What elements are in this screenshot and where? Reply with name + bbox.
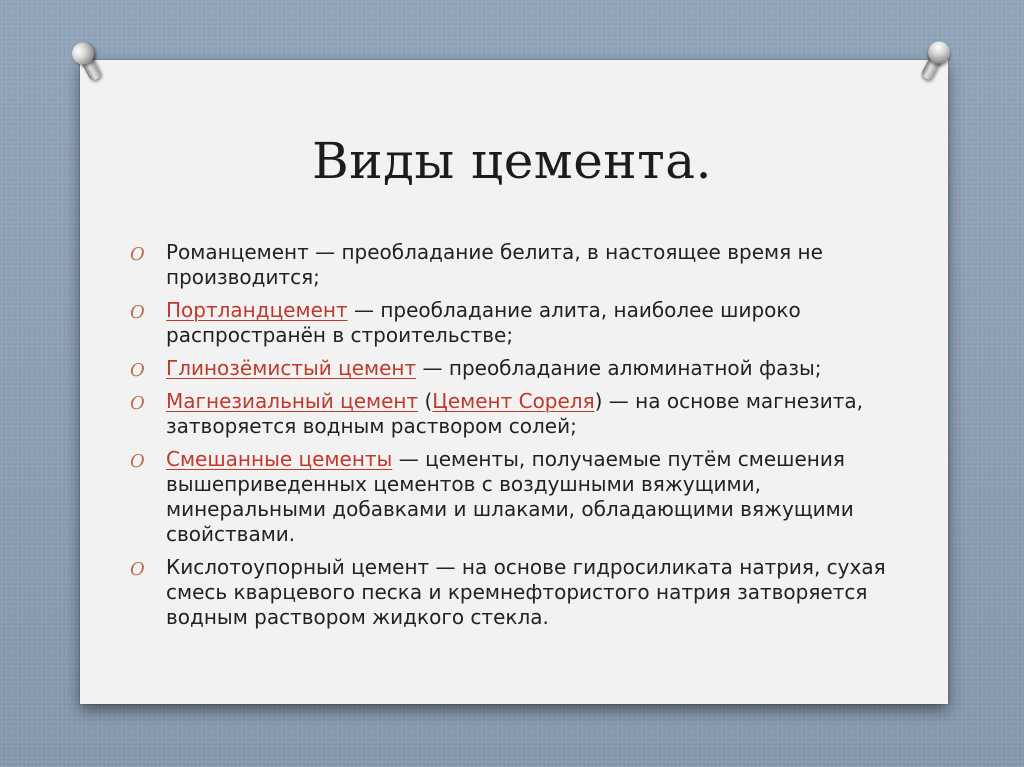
bullet-o-icon: O [130, 451, 145, 472]
list-item-romancement [130, 240, 900, 290]
bullet-o-icon: O [130, 360, 145, 381]
item-text: ) — на основе магнезита, затворяется водным раствором солей; [166, 389, 863, 438]
item-text: — преобладание белита, в настоящее время не производится; [166, 240, 823, 289]
link-magnesia-cement[interactable]: Магнезиальный цемент [166, 389, 419, 413]
slide-title: Виды цемента. [312, 132, 712, 190]
list-item-alumina-cement [130, 356, 900, 381]
right-pushpin-icon [924, 38, 956, 69]
link-sorel-cement[interactable]: Цемент Сореля [432, 389, 595, 413]
bullet-list [130, 240, 900, 638]
item-paren: ( [418, 389, 433, 413]
link-alumina-cement[interactable]: Глинозёмистый цемент [166, 356, 417, 380]
list-item-mixed-cements [130, 447, 900, 547]
item-term: Кислотоупорный цемент [166, 555, 430, 579]
item-text: — на основе гидросиликата натрия, сухая смесь кварцевого песка и кремнефтористого натрия затворяется водным раствором жидкого стекла. [166, 555, 886, 629]
item-term: Романцемент [166, 240, 309, 264]
list-item-magnesia-cement [130, 389, 900, 439]
item-text: — преобладание алюминатной фазы; [416, 356, 822, 380]
item-text: — цементы, получаемые путём смешения вышеприведенных цементов с воздушными вяжущими, минеральными добавками и шлаками, обладающими вяжущими свойствами. [166, 447, 854, 546]
link-mixed-cements[interactable]: Смешанные цементы [166, 447, 393, 471]
item-text: — преобладание алита, наиболее широко распространён в строительстве; [166, 298, 801, 347]
list-item-acid-resistant-cement [130, 555, 900, 630]
bullet-o-icon: O [130, 302, 145, 323]
link-portlandcement[interactable]: Портландцемент [166, 298, 348, 322]
bullet-o-icon: O [130, 559, 145, 580]
bullet-o-icon: O [130, 244, 145, 265]
list-item-portlandcement [130, 298, 900, 348]
bullet-o-icon: O [130, 393, 145, 414]
left-pushpin-icon [68, 38, 100, 69]
